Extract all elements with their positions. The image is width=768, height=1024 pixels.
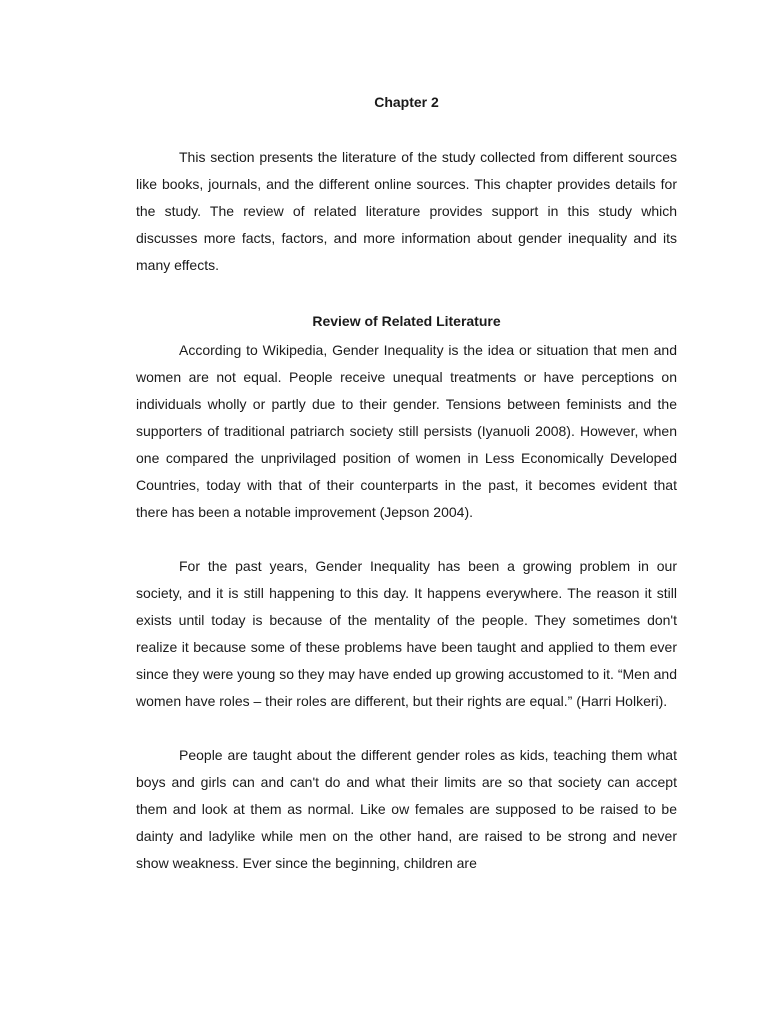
- intro-paragraph: This section presents the literature of the study collected from different sources like books, journals, and the different online sources. This chapter provides details for the study. The review of related literature provides support in this study which discusses more facts, factors, and more information about gender inequality and its many effects.: [136, 149, 677, 273]
- body-paragraph-1: According to Wikipedia, Gender Inequality is the idea or situation that men and women are not equal. People receive unequal treatments or have perceptions on individuals wholly or partly due to their gender. Tensions between feminists and the supporters of traditional patriarch society still persists (Iyanuoli 2008). However, when one compared the unprivilaged position of women in Less Economically Developed Countries, today with that of their counterparts in the past, it becomes evident that there has been a notable improvement (Jepson 2004).: [136, 342, 677, 520]
- body-paragraph-2: For the past years, Gender Inequality has been a growing problem in our society, and it is still happening to this day. It happens everywhere. The reason it still exists until today is because of the mentality of the people. They sometimes don't realize it because some of these problems have been taught and applied to them ever since they were young so they may have ended up growing accustomed to it. “Men and women have roles – their roles are different, but their rights are equal.” (Harri Holkeri).: [136, 558, 677, 709]
- page-content: [136, 92, 677, 877]
- chapter-title: Chapter 2: [374, 94, 439, 110]
- section-title: Review of Related Literature: [312, 313, 501, 329]
- body-paragraph-3: People are taught about the different gender roles as kids, teaching them what boys and girls can and can't do and what their limits are so that society can accept them and look at them as normal. Like ow females are supposed to be raised to be dainty and ladylike while men on the other hand, are raised to be strong and never show weakness. Ever since the beginning, children are: [136, 747, 677, 871]
